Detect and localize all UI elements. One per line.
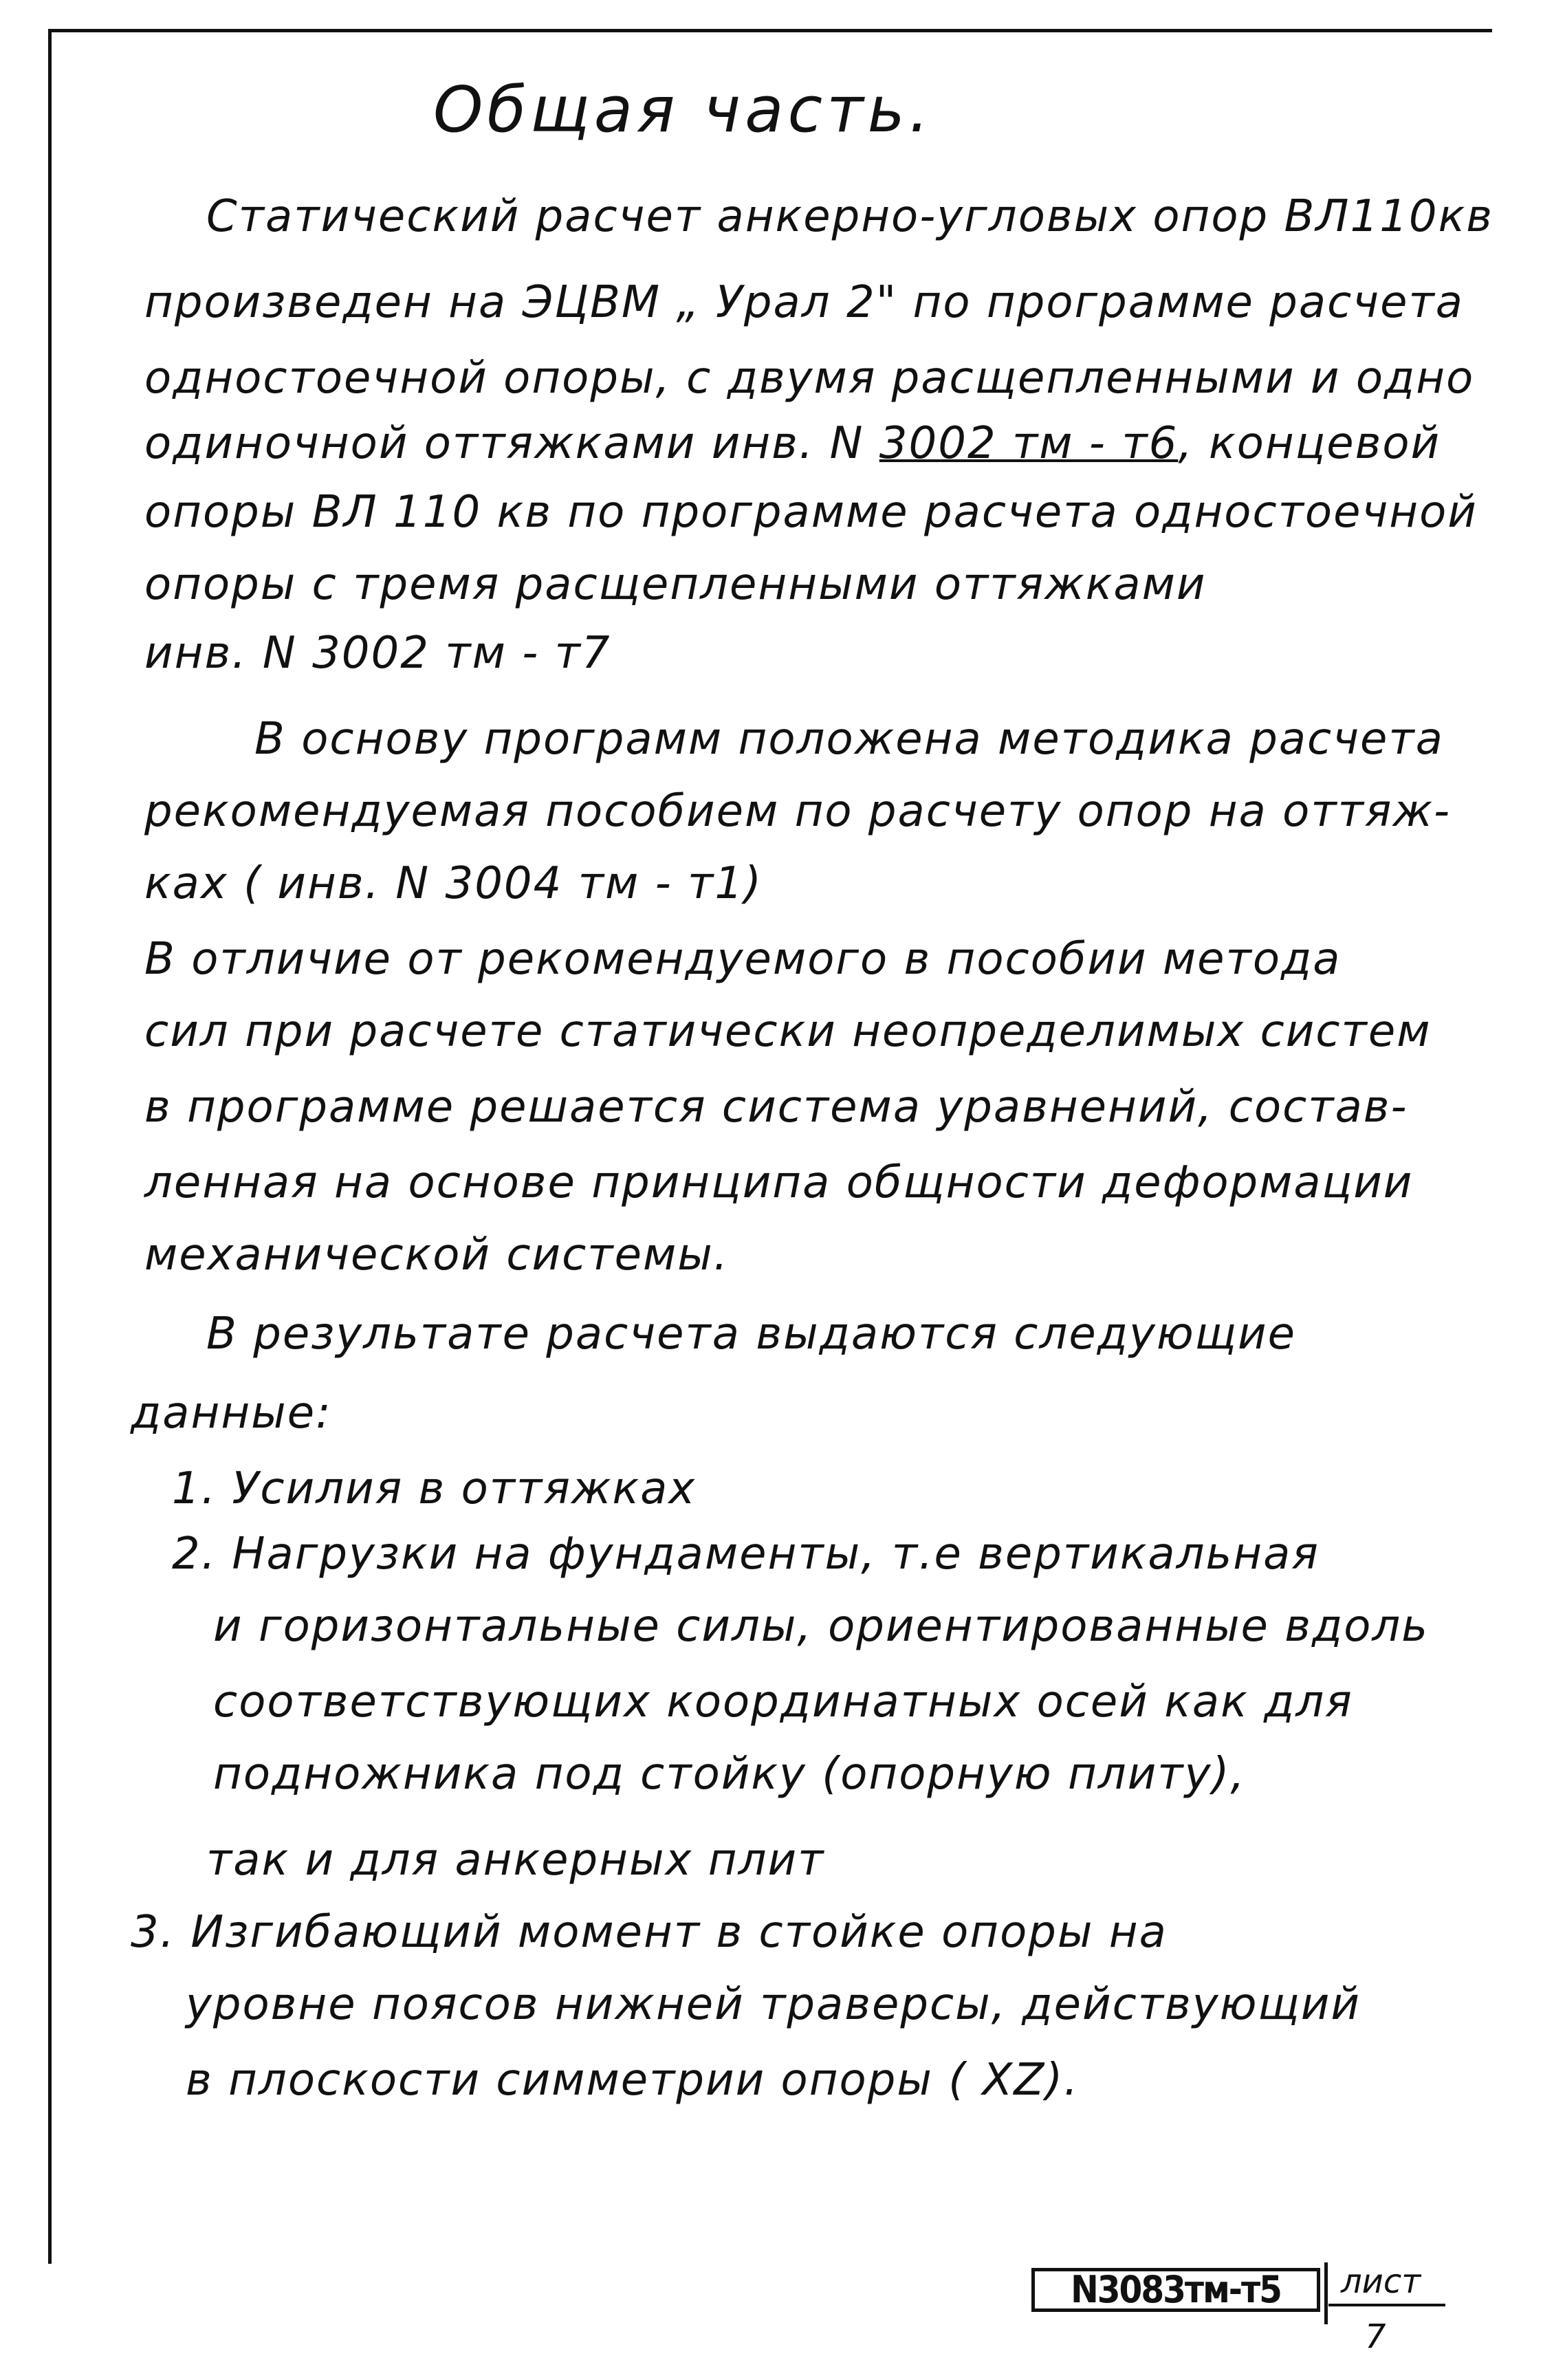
sheet-number: 7 [1365, 2317, 1386, 2356]
text-line-6: опоры с тремя расщепленными оттяжками [144, 559, 1207, 610]
text-line-7: инв. N 3002 тм - т7 [144, 628, 611, 679]
list-item-3: 3. Изгибающий момент в стойке опоры на [131, 1907, 1168, 1958]
document-number-stamp: N3083тм-т5 [1031, 2268, 1320, 2312]
frame-left-border [48, 29, 52, 2264]
text-line-2: произведен на ЭЦВМ „ Урал 2" по программе расчета [144, 277, 1464, 328]
text-line-8: В основу программ положена методика расчета [254, 714, 1444, 765]
list-item-3-line-3: в плоскости симметрии опоры ( XZ). [186, 2055, 1080, 2106]
list-item-3-line-2: уровне поясов нижней траверсы, действующий [186, 1979, 1361, 2030]
text-line-10: ках ( инв. N 3004 тм - т1) [144, 858, 763, 909]
text-line-14: ленная на основе принципа общности деформации [144, 1157, 1414, 1208]
document-title: Общая часть. [433, 73, 934, 146]
text-line-11: В отличие от рекомендуемого в пособии метода [144, 934, 1342, 985]
text-line-5: опоры ВЛ 110 кв по программе расчета одностоечной [144, 487, 1478, 538]
text-line-15: механической системы. [144, 1230, 730, 1280]
list-item-2: 2. Нагрузки на фундаменты, т.е вертикальная [172, 1529, 1320, 1580]
text-line-9: рекомендуемая пособием по расчету опор на оттяж- [144, 786, 1452, 837]
list-item-2-line-5: так и для анкерных плит [206, 1835, 825, 1886]
text-line-13: в программе решается система уравнений, состав- [144, 1082, 1408, 1133]
text-line-4 [144, 413, 1441, 474]
text-line-1: Статический расчет анкерно-угловых опор ВЛ110кв [206, 191, 1493, 242]
list-item-1: 1. Усилия в оттяжках [172, 1463, 697, 1514]
text-line-4-start: одиночной оттяжками инв. N [144, 418, 864, 469]
inventory-reference: 3002 тм - т6 [879, 418, 1179, 469]
sheet-divider [1328, 2304, 1445, 2306]
list-item-2-line-3: соответствующих координатных осей как для [213, 1677, 1353, 1727]
text-line-3: одностоечной опоры, с двумя расщепленными и одно [144, 353, 1475, 404]
text-line-17: данные: [131, 1388, 332, 1439]
text-line-12: сил при расчете статически неопределимых систем [144, 1006, 1432, 1057]
sheet-label: лист [1341, 2262, 1421, 2301]
frame-top-border [48, 29, 1492, 32]
text-line-16: В результате расчета выдаются следующие [206, 1309, 1296, 1360]
list-item-2-line-2: и горизонтальные силы, ориентированные вдоль [213, 1601, 1429, 1652]
list-item-2-line-4: подножника под стойку (опорную плиту), [213, 1749, 1246, 1800]
text-line-4-end: , концевой [1178, 418, 1441, 469]
stamp-separator [1324, 2262, 1328, 2324]
